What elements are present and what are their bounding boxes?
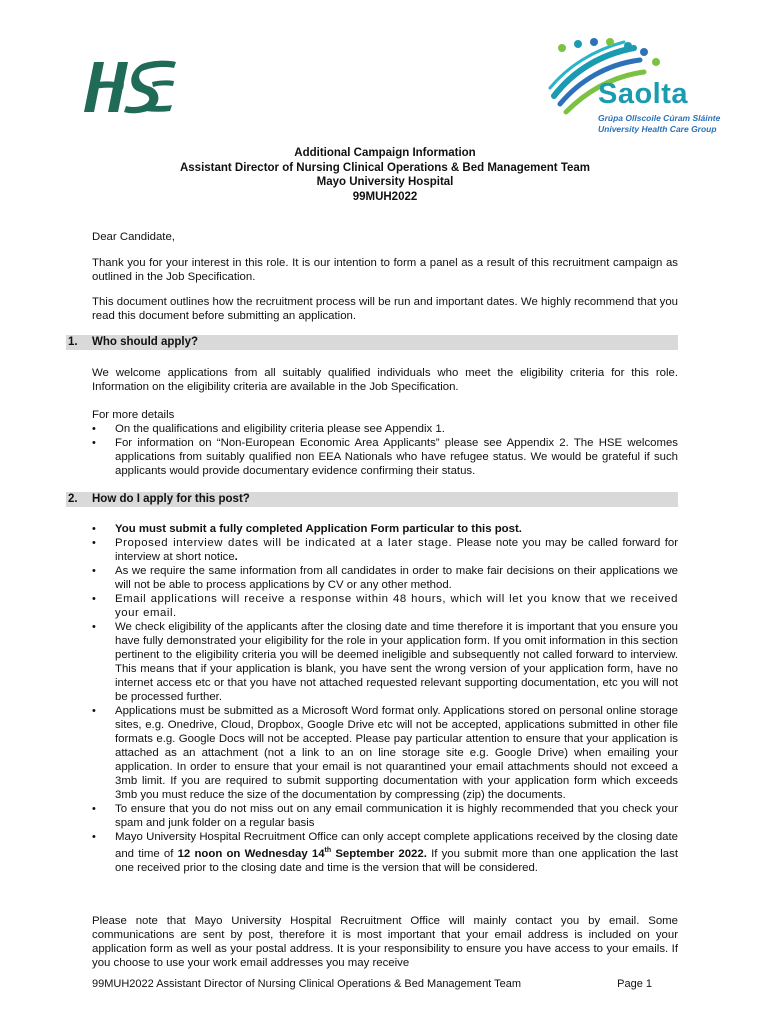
title-line-1: Additional Campaign Information — [294, 147, 476, 159]
list-item: • Email applications will receive a response within 48 hours, which will let you know that we received your email. — [92, 593, 678, 619]
bullet-icon: • — [92, 537, 96, 549]
title-line-2: Assistant Director of Nursing Clinical Operations & Bed Management Team — [179, 161, 591, 174]
bullet-icon: • — [92, 705, 96, 717]
bullet-icon: • — [92, 423, 96, 435]
page-footer — [92, 978, 652, 990]
hse-logo — [80, 54, 180, 120]
section-1-paragraph: We welcome applications from all suitably qualified individuals who meet the eligibility criteria for this role. Information on the eligibility criteria are available in the Job Specification. — [92, 367, 678, 393]
intro-paragraph-1: Thank you for your interest in this role. It is our intention to form a panel as a result of this recruitment campaign as outlined in the Job Specification. — [92, 257, 678, 283]
list-item: • To ensure that you do not miss out on any email communication it is highly recommended that you check your spam and junk folder on a regular basis — [92, 803, 678, 829]
saolta-irish-name: Grúpa Ollscoile Cúram Sláinte — [598, 113, 721, 123]
section-1-bullet-list — [92, 422, 678, 478]
intro-paragraph-2: This document outlines how the recruitment process will be run and important dates. We highly recommend that you read this document before submitting an application. — [92, 296, 678, 322]
list-item: • We check eligibility of the applicants after the closing date and time therefore it is important that you ensure you have fully demonstrated your eligibility for the role in your application form. If you omit information in this section pertinent to the eligibility criteria you will be deemed ineligible and subsequently not called forward to interview. This means that if your application is blank, you have sent the wrong version of your application form, have no internet access etc or that you have not attached requested relevant supporting documentation, etc you will not be processed further. — [92, 621, 678, 703]
page-number: Page 1 — [617, 978, 652, 990]
list-item: • As we require the same information from all candidates in order to make fair decisions on their applications we will not be able to process applications by CV or any other method. — [92, 565, 678, 591]
bullet-icon: • — [92, 565, 96, 577]
bullet-icon: • — [92, 437, 96, 449]
list-item: • Mayo University Hospital Recruitment Office can only accept complete applications received by the closing date and time of 12 noon on Wednesday 14th September 2022. If you submit more than one application the last one received prior to the closing date and time is the version that will be considered. — [92, 831, 678, 874]
greeting: Dear Candidate, — [92, 231, 175, 243]
section-1-number: 1. — [68, 336, 78, 348]
list-item: • You must submit a fully completed Application Form particular to this post. — [92, 523, 522, 535]
list-item: • For information on “Non-European Economic Area Applicants” please see Appendix 2. The HSE welcomes applications from suitably qualified non EEA Nationals who have refugee status. We would be grateful if such applicants would provide documentary evidence confirming their status. — [92, 437, 678, 477]
bullet-icon: • — [92, 803, 96, 815]
document-title — [92, 146, 678, 204]
title-line-4: 99MUH2022 — [352, 190, 418, 203]
saolta-english-name: University Health Care Group — [598, 124, 717, 134]
section-1-heading — [66, 335, 678, 350]
more-details-label: For more details — [92, 409, 175, 421]
bullet-icon: • — [92, 593, 96, 605]
list-item: • Proposed interview dates will be indicated at a later stage. Please note you may be called forward for interview at short notice. — [92, 537, 678, 563]
section-2-heading — [66, 492, 678, 507]
closing-paragraph: Please note that Mayo University Hospital Recruitment Office will mainly contact you by email. Some communications are sent by post, therefore it is most important that your email address is included on your application form as well as your postal address. It is your responsibility to ensure you have access to your emails. If you choose to use your work email addresses you may receive — [92, 915, 678, 969]
bullet-icon: • — [92, 831, 96, 843]
title-line-3: Mayo University Hospital — [316, 176, 454, 188]
section-1-title: Who should apply? — [92, 336, 199, 348]
list-item: • On the qualifications and eligibility criteria please see Appendix 1. — [92, 423, 445, 435]
footer-text: 99MUH2022 Assistant Director of Nursing Clinical Operations & Bed Management Team — [92, 978, 521, 990]
section-2-title: How do I apply for this post? — [92, 493, 250, 505]
bullet-icon: • — [92, 523, 96, 535]
bullet-icon: • — [92, 621, 96, 633]
section-2-bullet-list — [92, 522, 678, 875]
list-item: • Applications must be submitted as a Microsoft Word format only. Applications stored on personal online storage sites, e.g. Onedrive, Cloud, Dropbox, Google Drive etc will not be accepted, applications submitted in other file formats e.g. Google Docs will not be accepted. Please pay particular attention to ensure that your application is attached as an attachment (not a link to an on line storage site e.g. Google Drive) when emailing your application. In order to ensure that your email is not quarantined your email attachments should not exceed a 3mb limit. If you are required to submit supporting documentation with your application form which exceeds 3mb you must reduce the size of the documentation by compressing (zip) the documents. — [92, 705, 678, 801]
saolta-wordmark: Saolta — [598, 78, 689, 110]
section-2-number: 2. — [68, 493, 78, 505]
